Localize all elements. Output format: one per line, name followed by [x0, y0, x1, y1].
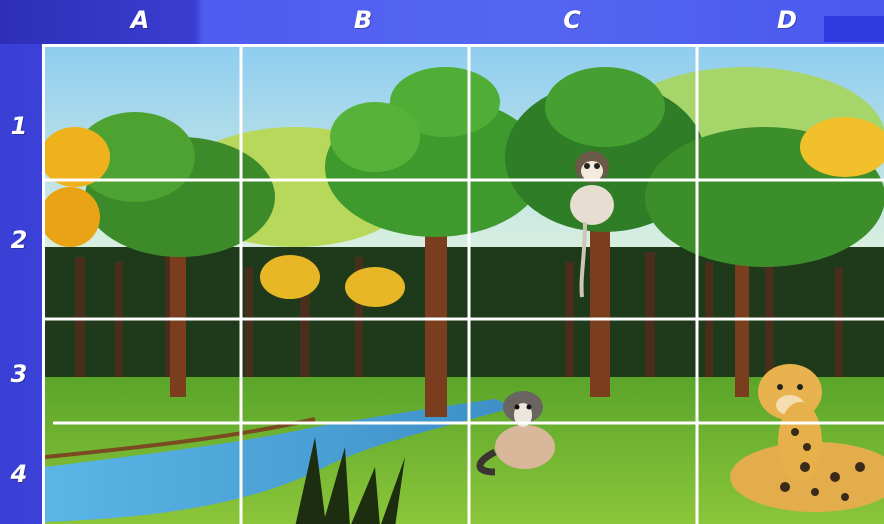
row-label-3: 3	[10, 360, 28, 388]
row-label-1: 1	[10, 112, 28, 140]
column-label-c: C	[563, 6, 581, 34]
game-board	[42, 44, 884, 524]
row-label-4: 4	[10, 460, 28, 488]
column-label-b: B	[353, 6, 373, 34]
row-label-2: 2	[10, 226, 28, 254]
jungle-scene	[45, 47, 884, 524]
column-label-d: D	[777, 6, 797, 34]
header-accent	[824, 16, 884, 42]
column-label-a: A	[130, 6, 150, 34]
